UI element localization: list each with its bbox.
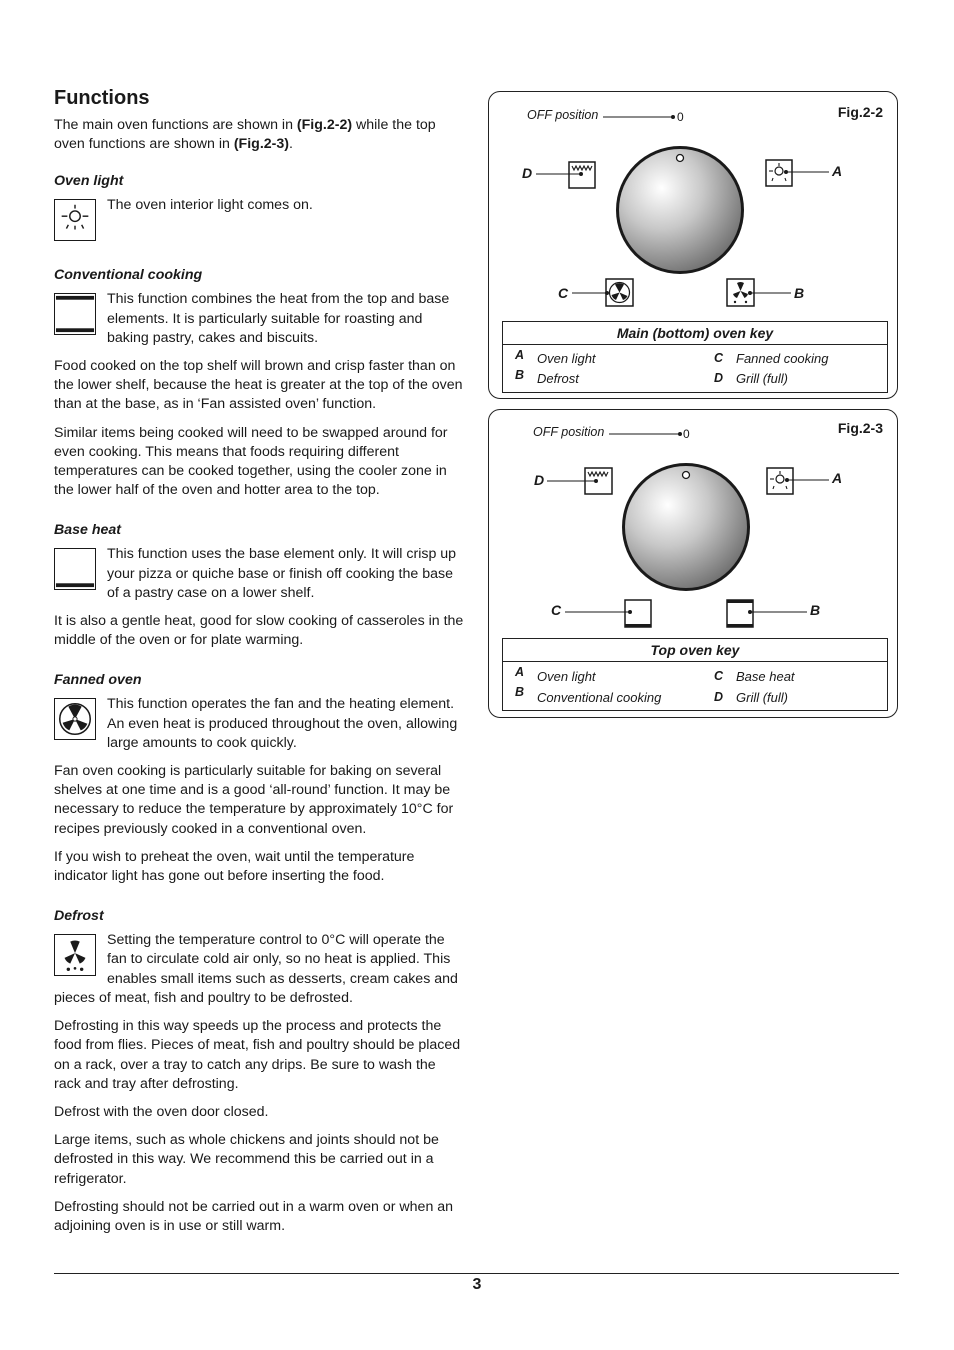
off-position-label: OFF position [527,108,599,122]
page-title: Functions [54,87,150,109]
key-title: Top oven key [503,639,887,662]
section-conventional-cooking [54,290,466,500]
heading-oven-light: Oven light [54,173,124,190]
key-letter: C [714,669,724,683]
figure-top-oven [488,409,898,718]
intro-paragraph: The main oven functions are shown in (Fig.2-2) while the top oven functions are shown in (Fig.2-3). [54,117,436,153]
base-heat-icon [54,548,96,590]
off-position-label: OFF position [533,425,605,439]
base-heat-icon [565,600,651,627]
key-row [503,368,887,388]
oven-light-icon [767,468,829,494]
figure-label: Fig.2-3 [837,420,883,436]
fanned-text-1: This function operates the fan and the heating element. An even heat is produced throughout the oven, allowing large amounts to cook quickly. [107,696,458,751]
grill-full-icon [547,468,612,494]
fanned-text-3: If you wish to preheat the oven, wait until the temperature indicator light has gone out before inserting the food. [54,848,415,885]
grill-full-icon [536,162,595,188]
letter-a: A [832,470,843,486]
figure-label: Fig.2-2 [837,104,883,120]
letter-b: B [810,602,821,618]
conventional-text-1: This function combines the heat from the top and base elements. It is particularly suitable for roasting and baking pastry, cakes and biscuits. [107,291,450,346]
key-value: Grill (full) [736,690,788,705]
heading-conventional-cooking: Conventional cooking [54,267,203,284]
key-letter: A [515,665,525,679]
defrost-text-2: Defrosting in this way speeds up the process and protects the food from flies. Pieces of meat, fish and poultry should be placed on a rack, over a tray to catch any drips. Be sure to wash the rack and tray after defrosting. [54,1018,461,1092]
defrost-icon [54,934,96,976]
section-defrost [54,931,466,1236]
key-title: Main (bottom) oven key [503,322,887,345]
base-heat-text-1: This function uses the base element only. It will crisp up your pizza or quiche base or finish off cooking the base of a pastry case on a lower shelf. [107,546,457,601]
letter-c: C [558,285,569,301]
key-value: Oven light [537,351,596,366]
key-letter: C [714,351,724,365]
footer-divider [54,1273,899,1274]
top-oven-key [502,638,888,711]
letter-d: D [534,472,545,488]
key-letter: B [515,368,525,382]
main-oven-key [502,321,888,393]
zero-label: 0 [677,110,684,124]
letter-d: D [522,165,533,181]
conventional-cooking-icon [54,293,96,335]
defrost-text-5: Defrosting should not be carried out in a warm oven or when an adjoining oven is in use or still warm. [54,1198,454,1234]
conventional-cooking-icon [727,600,807,627]
oven-light-text: The oven interior light comes on. [107,197,313,214]
key-letter: A [515,348,525,362]
fanned-oven-icon [54,698,96,740]
heading-fanned-oven: Fanned oven [54,672,142,689]
fanned-text-2: Fan oven cooking is particularly suitable for baking on several shelves at one time and is a good ‘all-round’ function. It may be necessary to reduce the temperature by approximately 10°C for recipes previously cooked in a conventional oven. [54,763,454,837]
fanned-oven-icon [572,279,633,306]
defrost-text-4: Large items, such as whole chickens and joints should not be defrosted in this way. We recommend this be carried out in a refrigerator. [54,1132,439,1187]
key-value: Base heat [736,669,795,684]
key-row [503,685,887,705]
defrost-text-3: Defrost with the oven door closed. [54,1103,269,1120]
oven-light-icon [54,199,96,241]
key-value: Grill (full) [736,371,788,386]
text-column [54,86,466,1245]
page-number: 3 [472,1276,482,1293]
defrost-icon [727,279,791,306]
key-row [503,348,887,368]
key-letter: D [714,371,724,385]
base-heat-text-2: It is also a gentle heat, good for slow cooking of casseroles in the middle of the oven or for plate warming. [54,613,464,649]
defrost-text-1: Setting the temperature control to 0°C will operate the fan to circulate cold air only, so no heat is applied. This enables small items such as desserts, cream cakes and pieces of meat, fish and poultry to be defrosted. [54,932,458,1006]
section-fanned-oven [54,695,466,886]
key-value: Oven light [537,669,596,684]
key-value: Conventional cooking [537,690,662,705]
heading-base-heat: Base heat [54,522,122,539]
section-oven-light [54,196,466,245]
figure-main-oven [488,91,898,399]
conventional-text-2: Food cooked on the top shelf will brown and crisp faster than on the lower shelf, because the heat is greater at the top of the oven than at the base, as in ‘Fan assisted oven’ function. [54,358,463,413]
section-base-heat [54,545,466,650]
key-value: Fanned cooking [736,351,829,366]
zero-label: 0 [683,427,690,441]
key-letter: B [515,685,525,699]
key-value: Defrost [537,371,579,386]
conventional-text-3: Similar items being cooked will need to be swapped around for even cooking. This means that foods requiring different temperatures can be cooked together, using the cooler zone in the lower half of the oven and hotter area to the top. [54,424,448,499]
letter-c: C [551,602,562,618]
key-letter: D [714,690,724,704]
heading-defrost: Defrost [54,908,104,925]
oven-light-icon [766,160,829,186]
letter-b: B [794,285,805,301]
letter-a: A [832,163,843,179]
key-row [503,665,887,685]
